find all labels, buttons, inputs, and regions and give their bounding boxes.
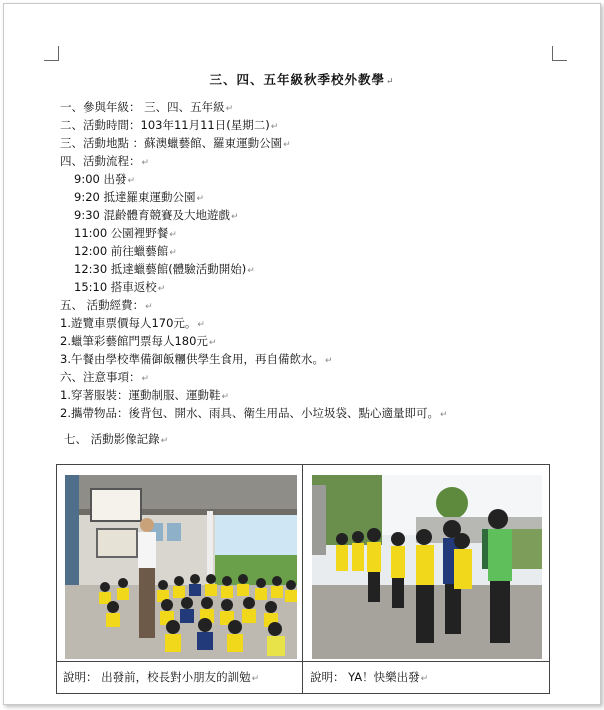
title-text: 三、四、五年級秋季校外教學 bbox=[209, 72, 385, 87]
document-page bbox=[3, 3, 601, 705]
schedule-item: 9:30 混齡體育競賽及大地遊戲↵ bbox=[74, 208, 239, 222]
line-notes-heading: 六、注意事項：↵ bbox=[60, 370, 150, 384]
caption-left: 說明： 出發前，校長對小朋友的訓勉↵ bbox=[63, 670, 260, 684]
margin-corner-top-right bbox=[552, 46, 567, 61]
budget-item: 3.午餐由學校準備御飯糰供學生食用，再自備飲水。↵ bbox=[60, 352, 333, 366]
line-schedule-heading: 四、活動流程：↵ bbox=[60, 154, 150, 168]
line-grade: 一、參與年級： 三、四、五年級↵ bbox=[60, 100, 234, 114]
schedule-item: 9:20 抵達羅東運動公園↵ bbox=[74, 190, 205, 204]
line-budget-heading: 五、 活動經費：↵ bbox=[60, 298, 153, 312]
schedule-item: 11:00 公園裡野餐↵ bbox=[74, 226, 177, 240]
schedule-item: 15:10 搭車返校↵ bbox=[74, 280, 166, 294]
schedule-item: 12:30 抵達蠟藝館(體驗活動開始)↵ bbox=[74, 262, 255, 276]
document-title: 三、四、五年級秋季校外教學↵ bbox=[209, 72, 395, 87]
schedule-item: 9:00 出發↵ bbox=[74, 172, 136, 186]
margin-corner-top-left bbox=[44, 46, 59, 61]
line-location: 三、活動地點 ：蘇澳蠟藝館、羅東運動公園↵ bbox=[60, 136, 291, 150]
schedule-item: 12:00 前往蠟藝館↵ bbox=[74, 244, 177, 258]
photo-happy-departure bbox=[312, 475, 542, 659]
line-time: 二、活動時間：103年11月11日(星期二)↵ bbox=[60, 118, 279, 132]
notes-item: 1.穿著服裝：運動制服、運動鞋↵ bbox=[60, 388, 230, 402]
line-photo-heading: 七、 活動影像記錄↵ bbox=[64, 432, 169, 446]
photo-principal-speech bbox=[65, 475, 297, 659]
budget-item: 1.遊覽車票價每人170元。↵ bbox=[60, 316, 205, 330]
notes-item: 2.攜帶物品：後背包、開水、雨具、衛生用品、小垃圾袋、點心適量即可。↵ bbox=[60, 406, 448, 420]
budget-item: 2.蠟筆彩藝館門票每人180元↵ bbox=[60, 334, 217, 348]
activity-details bbox=[60, 98, 560, 448]
photo-table bbox=[56, 464, 550, 694]
caption-right: 說明： YA！快樂出發↵ bbox=[310, 670, 429, 684]
